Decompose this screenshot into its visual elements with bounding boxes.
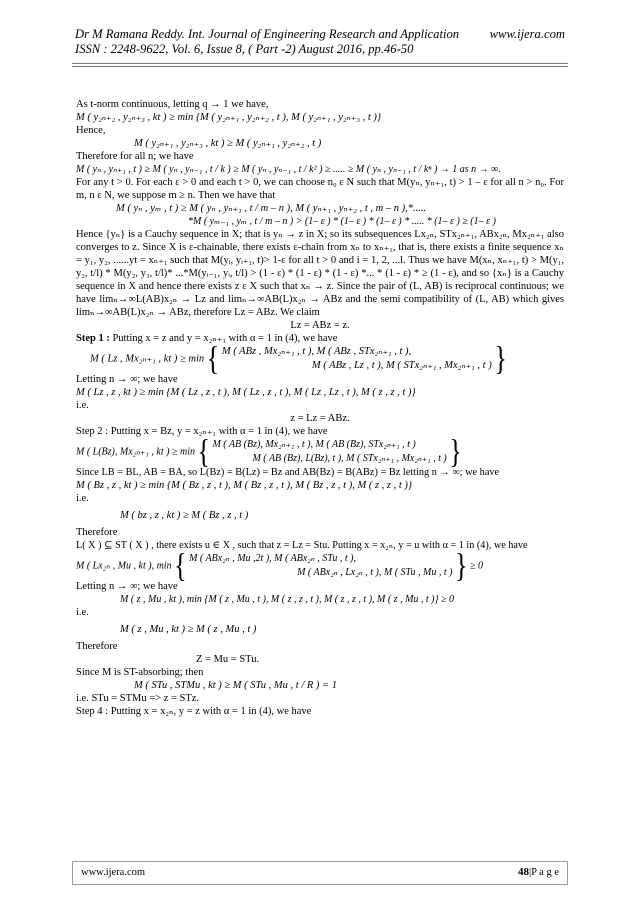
right-brace: }: [454, 546, 468, 585]
equation-system: [76, 546, 564, 585]
header-journal-line: Dr M Ramana Reddy. Int. Journal of Engineering Research and Application: [75, 27, 460, 41]
equation: M ( z , Mu , kt ), min {M ( z , Mu , t ), M ( z , z , t ), M ( z , z , t ), M ( z , Mu , t )} ≥ 0: [120, 594, 454, 605]
equation-cases: [212, 438, 446, 466]
text-line: Since M is ST-absorbing; then: [76, 667, 204, 678]
equation: M ( STu , STMu , kt ) ≥ M ( STu , Mu , t / R ) = 1: [134, 680, 338, 691]
equation: M ( yₙ , yₙ₊₁ , t ) ≥ M ( yₙ , yₙ₋₁ , t / k ) ≥ M ( yₙ , yₙ₋₁ , t / k² ) ≥ ..... ≥ M ( yₙ , yₙ₋₁ , t / kⁿ ) → 1 as n → ∞.: [76, 164, 501, 175]
equation-case: M ( AB (Bz), Mx₂ₙ₊₁ , t ), M ( AB (Bz), STx₂ₙ₊₁ , t ): [212, 439, 416, 450]
text-line: Therefore for all n; we have: [76, 151, 194, 162]
equation-lhs: M ( Lz , Mx₂ₙ₊₁ , kt ) ≥ min: [90, 353, 205, 365]
text-line: i.e. STu = STMu => z = STz.: [76, 693, 200, 704]
equation-lhs: M ( Lx₂ₙ , Mu , kt ), min: [76, 560, 172, 572]
left-brace: {: [206, 339, 220, 378]
text-line: Therefore: [76, 641, 118, 652]
paragraph: For any t > 0. For each ε > 0 and each t > 0, we can choose n₀ ε N such that M(yₙ, yₙ₊₁, t) > 1 – ε for all n > n₀. For m, n ε N, we suppose m ≥ n. Then we have that: [76, 177, 564, 201]
page-footer: [72, 861, 568, 885]
claim-line: Lz = ABz = z.: [290, 320, 350, 331]
equation-case: M ( AB (Bz), L(Bz), t ), M ( STx₂ₙ₊₁ , Mx₂ₙ₊₁ , t ): [252, 453, 447, 464]
footer-website-link[interactable]: www.ijera.com: [81, 867, 146, 878]
text-line: i.e.: [76, 400, 89, 411]
equation: M ( y₂ₙ₊₂ , y₂ₙ₊₃ , kt ) ≥ min {M ( y₂ₙ₊₁ , y₂ₙ₊₂ , t ), M ( y₂ₙ₊₁ , y₂ₙ₊₃ , t )}: [76, 112, 382, 123]
page-number: [518, 866, 559, 878]
equation-case: M ( ABx₂ₙ , Lx₂ₙ , t ), M ( STu , Mu , t ): [297, 567, 453, 578]
equation: M ( yₙ , yₘ , t ) ≥ M ( yₙ , yₙ₊₁ , t / m – n ), M ( yₙ₊₁ , yₙ₊₂ , t , m – n ),*.....: [116, 203, 427, 214]
left-brace: {: [197, 432, 210, 471]
text-line: Letting n → ∞; we have: [76, 581, 178, 592]
left-brace: {: [174, 546, 187, 585]
equation-case: M ( ABz , Lz , t ), M ( STx₂ₙ₊₁ , Mx₂ₙ₊₁ , t ): [311, 360, 492, 371]
right-brace: }: [494, 339, 507, 378]
equation-lhs: M ( L(Bz), Mx₂ₙ₊₁ , kt ) ≥ min: [76, 446, 195, 458]
header-divider: [72, 63, 568, 67]
text-line: As t-norm continuous, letting q → 1 we have,: [76, 99, 269, 110]
equation: M ( Bz , z , kt ) ≥ min {M ( Bz , z , t ), M ( Bz , z , t ), M ( Bz , z , t ), M ( z , z , t )}: [76, 480, 413, 491]
text-line: Therefore: [76, 527, 118, 538]
result-line: Z = Mu = STu.: [196, 654, 260, 665]
equation: *M ( yₘ₋₁ , yₘ , t / m – n ) > (1– ε ) * (1– ε ) * (1– ε ) * ..... * (1– ε ) ≥ (1– ε ): [188, 216, 496, 227]
header-issn-line: ISSN : 2248-9622, Vol. 6, Issue 8, ( Part -2) August 2016, pp.46-50: [75, 42, 414, 56]
page-suffix: |P a g e: [529, 867, 559, 878]
equation: M ( z , Mu , kt ) ≥ M ( z , Mu , t ): [120, 624, 257, 635]
text-line: Letting n → ∞; we have: [76, 374, 178, 385]
header-website-link[interactable]: www.ijera.com: [489, 27, 565, 41]
right-brace: }: [449, 432, 462, 471]
equation: M ( bz , z , kt ) ≥ M ( Bz , z , t ): [120, 510, 249, 521]
page-number-value: 48: [518, 866, 529, 878]
equation-cases: [189, 552, 452, 580]
step-label: Step 1 :: [76, 333, 110, 344]
step-2-line: Step 2 : Putting x = Bz, y = x₂ₙ₊₁ with α = 1 in (4), we have: [76, 426, 328, 437]
equation-system: [76, 432, 564, 471]
equation-case: M ( ABx₂ₙ , Mu ,2t ), M ( ABx₂ₙ , STu , t ),: [189, 553, 356, 564]
equation-system: [76, 339, 564, 378]
equation-cases: [222, 345, 492, 373]
article-body: [76, 98, 564, 718]
text-line: Since LB = BL, AB = BA, so L(Bz) = B(Lz) = Bz and AB(Bz) = B(ABz) = Bz letting n → ∞; we have: [76, 467, 500, 478]
equation: M ( y₂ₙ₊₁ , y₂ₙ₊₃ , kt ) ≥ M ( y₂ₙ₊₁ , y₂ₙ₊₂ , t ): [134, 138, 322, 149]
page-header: [75, 27, 565, 57]
result-line: z = Lz = ABz.: [290, 413, 350, 424]
text-line: i.e.: [76, 493, 89, 504]
step-1-line: [76, 332, 564, 345]
text-line: i.e.: [76, 607, 89, 618]
equation-case: M ( ABz , Mx₂ₙ₊₁ , t ), M ( ABz , STx₂ₙ₊₁ , t ),: [221, 346, 412, 357]
paragraph: Hence {yₙ} is a Cauchy sequence in X; that is yₙ → z in X; so its subsequences Lx₂ₙ, STx₂ₙ₊₁, ABx₂ₙ, Mx₂ₙ₊₁ also converges to z. Since X is ε-chainable, there exists ε-chain from xₙ to xₙ₊₁, that is, there exists a finite sequence xₙ = y₁, y₂, ......yt = xₙ₊₁ such that M(yᵢ, yᵢ₊₁, t)> 1-ε for all t > 0 and i = 1, 2, ...l. Thus we have M(xₙ, xₙ₊₁, t) > M(y₁, y₂, t/l) * M(y₂, y₃, t/l)* ...*M(yᵢ₋₁, yᵢ, t/l) > (1 - ε) * (1 - ε) * (1 - ε) *... * (1 - ε) * ≥ (1 - ε), and so {xₙ} is a Cauchy sequence in X and hence there exists z ε X such that xₙ → z. Since the pair of (L, AB) is reciprocal continuous; we have limₙ→∞L(AB)x₂ₙ → Lz and limₙ→∞AB(L)x₂ₙ → ABz and the semi compatibility of (L, AB) which gives limₙ→∞AB(L)x₂ₙ → ABz, therefore Lz = ABz. We claim: [76, 229, 564, 318]
equation: M ( Lz , z , kt ) ≥ min {M ( Lz , z , t ), M ( Lz , z , t ), M ( Lz , Lz , t ), M ( z , z , t )}: [76, 387, 416, 398]
text-line: Step 4 : Putting x = x₂ₙ, y = z with α = 1 in (4), we have: [76, 706, 312, 717]
equation-rhs: ≥ 0: [469, 560, 483, 572]
text-line: L( X ) ⊆ ST ( X ) , there exists u ∈ X , such that z = Lz = Stu. Putting x = x₂ₙ, y = u with α = 1 in (4), we have: [76, 540, 528, 551]
text-line: Hence,: [76, 125, 106, 136]
step-text: Putting x = z and y = x₂ₙ₊₁ with α = 1 in (4), we have: [109, 333, 338, 344]
